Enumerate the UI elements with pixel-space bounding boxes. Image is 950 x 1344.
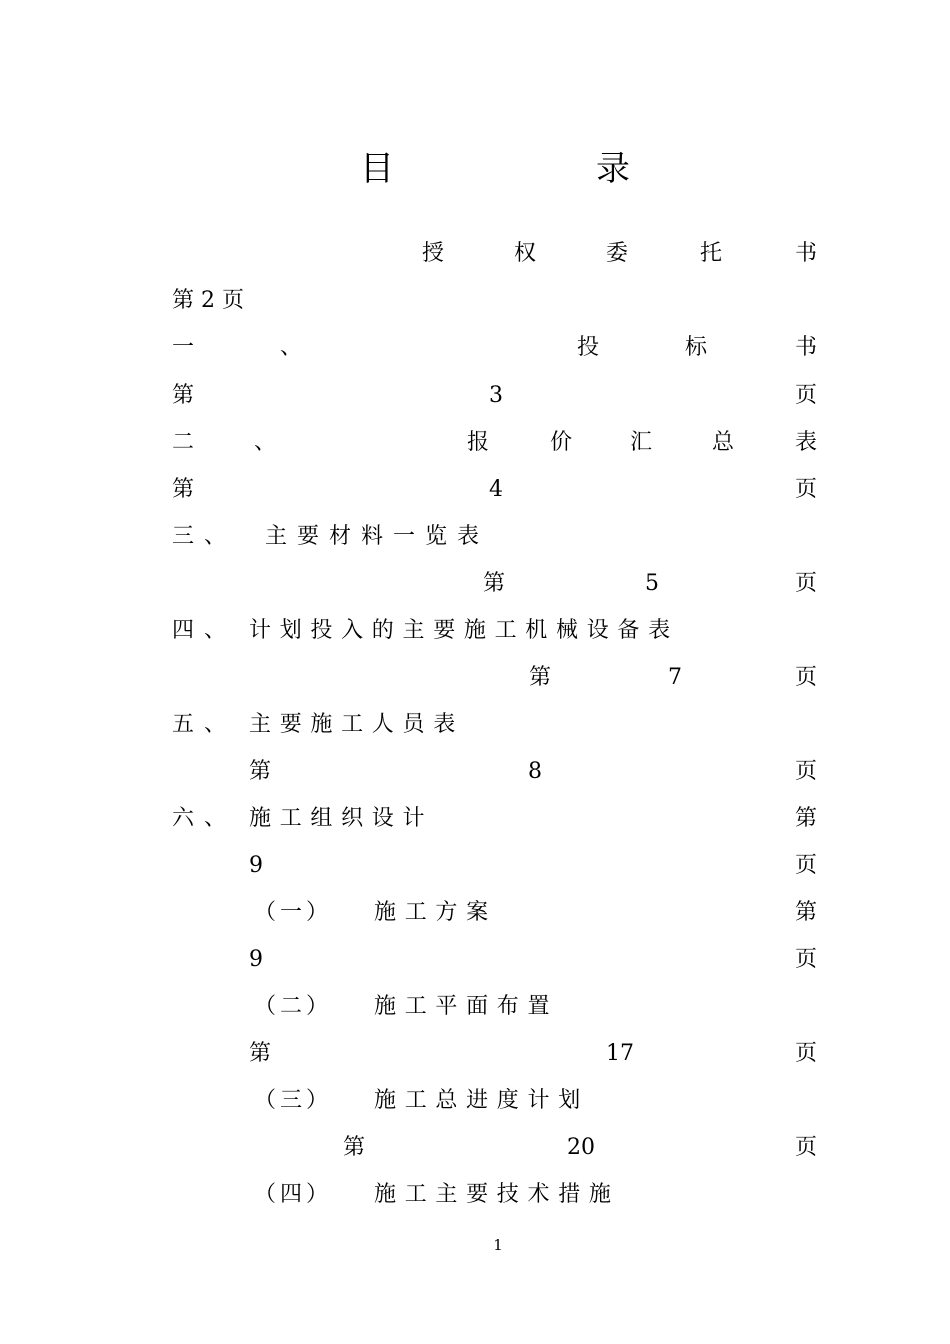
toc-line <box>172 1179 817 1211</box>
toc-text: 施工方案 <box>374 900 497 925</box>
toc-page-number: 3 <box>489 383 503 408</box>
toc-text: 页 <box>794 477 817 502</box>
toc-text: 页 <box>794 947 817 972</box>
toc-text: 授 <box>422 241 445 266</box>
toc-line <box>172 850 817 882</box>
toc-text: 三、 <box>172 524 237 549</box>
toc-line <box>172 709 817 741</box>
toc-text: 页 <box>794 571 817 596</box>
toc-page-number: 9 <box>249 947 263 972</box>
toc-line <box>172 1132 817 1164</box>
toc-line <box>172 285 817 317</box>
toc-text: 页 <box>794 1041 817 1066</box>
toc-title-right: 录 <box>596 148 630 189</box>
toc-page-ref: 第 2 页 <box>172 288 244 313</box>
toc-line <box>172 474 817 506</box>
toc-text: 页 <box>794 759 817 784</box>
toc-text: 页 <box>794 853 817 878</box>
toc-line <box>172 615 817 647</box>
toc-line <box>172 521 817 553</box>
toc-text: 施工组织设计 <box>249 806 434 831</box>
toc-text: 页 <box>794 1135 817 1160</box>
toc-line <box>172 238 817 270</box>
toc-line <box>172 662 817 694</box>
toc-title <box>360 140 630 190</box>
toc-text: 书 <box>794 241 817 266</box>
toc-line <box>172 897 817 929</box>
toc-text: 第 <box>529 665 552 690</box>
toc-text: 四、 <box>172 618 237 643</box>
toc-page-number: 9 <box>249 853 263 878</box>
toc-line <box>172 1038 817 1070</box>
toc-text: 总 <box>712 430 735 455</box>
toc-text: 页 <box>794 383 817 408</box>
toc-text: 、 <box>280 335 303 360</box>
toc-text: 第 <box>249 1041 272 1066</box>
toc-page-number: 17 <box>606 1041 634 1066</box>
toc-text: 页 <box>794 665 817 690</box>
toc-text: 第 <box>172 383 195 408</box>
toc-text: 二 <box>172 430 195 455</box>
toc-text: （三） <box>254 1088 333 1113</box>
toc-line <box>172 380 817 412</box>
toc-text: 价 <box>550 430 573 455</box>
toc-text: 托 <box>700 241 723 266</box>
toc-line <box>172 1085 817 1117</box>
page-number: 1 <box>493 1236 503 1254</box>
toc-text: 施工平面布置 <box>374 994 559 1019</box>
toc-text: 六、 <box>172 806 237 831</box>
toc-text: 第 <box>483 571 506 596</box>
toc-text: 施工主要技术措施 <box>374 1182 620 1207</box>
toc-line <box>172 427 817 459</box>
toc-page-number: 5 <box>645 571 659 596</box>
toc-page-number: 4 <box>489 477 503 502</box>
toc-text: 第 <box>343 1135 366 1160</box>
toc-page-number: 8 <box>528 759 542 784</box>
toc-line <box>172 991 817 1023</box>
toc-text: 、 <box>254 430 277 455</box>
toc-text: 第 <box>794 806 817 831</box>
toc-text: 五、 <box>172 712 237 737</box>
toc-text: 表 <box>794 430 817 455</box>
toc-text: 施工总进度计划 <box>374 1088 589 1113</box>
toc-text: 第 <box>249 759 272 784</box>
toc-text: 投 <box>577 335 600 360</box>
toc-text: 计划投入的主要施工机械设备表 <box>249 618 679 643</box>
toc-text: （一） <box>254 900 333 925</box>
toc-text: 报 <box>467 430 490 455</box>
toc-line <box>172 944 817 976</box>
toc-text: 第 <box>172 477 195 502</box>
toc-text: 标 <box>685 335 708 360</box>
toc-text: 权 <box>514 241 537 266</box>
toc-text: （二） <box>254 994 333 1019</box>
toc-text: 主要材料一览表 <box>265 524 490 549</box>
toc-line <box>172 568 817 600</box>
toc-line <box>172 756 817 788</box>
toc-text: 书 <box>794 335 817 360</box>
toc-text: 第 <box>794 900 817 925</box>
toc-text: 委 <box>606 241 629 266</box>
toc-line <box>172 332 817 364</box>
toc-page-number: 20 <box>567 1135 595 1160</box>
toc-text: （四） <box>254 1182 333 1207</box>
toc-page-number: 7 <box>668 665 682 690</box>
toc-text: 主要施工人员表 <box>249 712 464 737</box>
toc-text: 汇 <box>630 430 653 455</box>
toc-title-left: 目 <box>360 148 394 189</box>
toc-line <box>172 803 817 835</box>
toc-text: 一 <box>172 335 195 360</box>
